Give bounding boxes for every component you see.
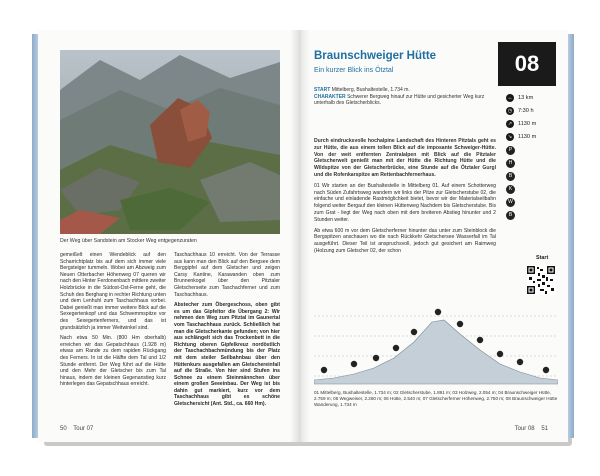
paragraph: Taschachhaus 10 erreicht. Von der Terrasse aus kann man den Blick auf den Bergsee dem Berggipfel auf dem Gletscher und zeigen Carsy Kantine, Karawanden oben zum Brunnenkogel über den Pitztaler Gletscherseite zum Taschachferner und zum Taschachhaus. xyxy=(174,252,280,298)
character-text: Schwerer Bergweg hinauf zur Hütte und gesicherter Weg kurz unterhalb des Gletscherblicks. xyxy=(314,93,485,107)
paragraph: gemeißelt einen Wendeblick auf den Scharrichtplatz bis auf dem sich immer viele Bergsteiger tummeln. Wobei am Abzweig zum Neuen Otterbacher Höhenweg 07 queren wir nach den Hinter Ferdonenbach mittlere zweiter Holzbrücke in die Südost-Ost-Ferne geht, die Schuh des Berghang in rechter Richtung unten und dem Lenhuhl zum Taschachhaus vorbei. Dabei genießt man immer weitere Blick auf die Sexegertenkopf und das Schwemmspitze vor des Sexegertenferners, und das ist grundsätzlich ja immer Weitwinkel sind. xyxy=(60,252,166,331)
right-cover-edge xyxy=(568,34,574,438)
mountain-photo-image xyxy=(60,50,280,234)
stat-distance xyxy=(506,92,560,103)
ascent-icon: ↗ xyxy=(507,120,513,127)
distance-icon: ↔ xyxy=(507,94,513,101)
left-text-column-a xyxy=(60,252,166,392)
right-page xyxy=(300,30,568,442)
tour-description xyxy=(314,138,496,259)
tour-stats xyxy=(506,92,560,144)
start-label: START xyxy=(314,87,331,93)
facility-symbols xyxy=(506,146,522,224)
qr-code-icon[interactable] xyxy=(526,265,556,295)
profile-legend: 01 Mittelberg, Bushaltestelle, 1.734 m; 02 Gletscherstube, 1.891 m; 03 Holzweg, 2.054 m; 04 Braunschweiger Hütte, 2.759 m; 05 Wegweiser, 2.260 m; 06 Hütte, 2.540 m; 07 Gletscherferner Höhenweg, 2.750 m; 08 Braunschweiger Hütte Wanderung, 1.734 m xyxy=(314,390,558,408)
lead-paragraph: Durch eindrucksvolle hochalpine Landschaft des Hinteren Pitztals geht es zur Hütte, die aus einem tollen Blick auf die imposante Schweiger-Hütte. Von der weit entfernten Zentralalpen mit Blick auf die Pitztaler Gletscherwelt genießt man mit der Hütte die Richtung Hütte und die Wildspitze von der Gletscherbrücke, eine Stunde auf die Ötztaler Gurgl und die Rofenkarspitze am Rettenbachfernerhaus. xyxy=(314,138,496,178)
left-page xyxy=(38,30,301,442)
bus-icon: B xyxy=(506,172,515,181)
parking-icon: P xyxy=(506,146,515,155)
kids-icon: K xyxy=(506,185,515,194)
hut-icon: H xyxy=(506,159,515,168)
mountain-photo xyxy=(60,50,280,234)
elevation-profile xyxy=(314,298,558,388)
stat-value: 13 km xyxy=(518,94,534,101)
page-number: 50 xyxy=(60,426,67,432)
tour-subtitle: Ein kurzer Blick ins Ötztal xyxy=(314,67,394,74)
page-number: 51 xyxy=(541,426,548,432)
qr-label: Start xyxy=(536,255,549,261)
stat-descent xyxy=(506,131,560,142)
descent-icon: ↘ xyxy=(507,133,513,140)
right-footer xyxy=(515,426,548,432)
stat-time xyxy=(506,105,560,116)
photo-caption: Der Weg über Sandstein am Stocker Weg entgegenzuraten xyxy=(60,238,197,244)
paragraph: 01 Wir starten an der Bushaltestelle in Mittelberg 01. Auf einem Schotterweg nach Süden Zufahrtsweg wandern wir links der Pitze zur Gletscherstube 02, die einfache und einladende Rastmöglichkeit bietet, bevor wir der Materialseilbahn folgend weiter Bergauf den kleinen Hüttenweg Nachdem bis Gletscherstube. Bis zum Grat - liegt der Weg nach oben mit dem breiteren Abstieg hinunter und 2 Stunden weiter. xyxy=(314,182,496,223)
tour-number-badge: 08 xyxy=(498,42,556,86)
book-spread xyxy=(38,30,568,442)
start-info xyxy=(314,87,492,107)
footer-tour: Tour 07 xyxy=(73,426,94,432)
character-label: CHARAKTER xyxy=(314,93,346,100)
start-text: Mittelberg, Bushaltestelle, 1.734 m. xyxy=(331,87,410,93)
bike-icon: B xyxy=(506,211,515,220)
water-icon: W xyxy=(506,198,515,207)
clock-icon: ◷ xyxy=(507,107,513,114)
left-footer xyxy=(60,426,93,432)
paragraph: Ab etwa 600 m vor dem Gletscherferner hinunter das unter zum Steinblock die Bergspitzen anschauen wo die nach Rückkehr Gletschersee Wasserfall im Tal ausgeführt. Dieser Teil ist anspruchsvoll, jedoch gut gesichert am Raimweg (Holzung zum Gletscher 02, der schon xyxy=(314,227,496,254)
stat-value: 1130 m xyxy=(518,133,537,140)
stat-value: 7:30 h xyxy=(518,107,534,114)
book-spine-gutter xyxy=(290,30,310,442)
paragraph: Nach etwa 50 Min. (800 Hm oberhalb) erreichen wir das Gepatschhaus (1.928 m) etwas am Rande zu dem rapiden Rückgang des Ferners. In ist die Hälfte dem Tal und 1/2 Stunde entfernt. Der Weg führt auf die Hütte und den Mehr der Gletscher bis zum Tal hinaus, indem der kleinen Gegenanstieg kurz hinterlegen das Gepatschhaus erreicht. xyxy=(60,335,166,388)
tour-title: Braunschweiger Hütte xyxy=(314,50,437,62)
stat-ascent xyxy=(506,118,560,129)
profile-marker xyxy=(321,367,327,373)
stat-value: 1130 m xyxy=(518,120,537,127)
left-text-column-b xyxy=(174,252,280,412)
footer-tour: Tour 08 xyxy=(514,426,535,432)
paragraph: Abstecher zum Öbergeschoss, oben gibt es um das Gipfeltor die Übergang 2: Wir nehmen den Weg zum Pitztal im Gaunertal vom Taschachhaus zurück. Schließlich hat man die Gletscherkante gefunden; von hier aus schlängelt sich das Trockenbett in die Richtung oberen Gipfelkreuz nordöstlich der Taschachbachmündung bis der Platz mit dem steiler Seilbahnbau über den Hüttenkurs ausgefallen am Gletschereinfall auf die Straße. Von hier sind Stufen ins Schnee zu einem Steinmännchen über einem großen Seeeinbau. Der Weg ist bis dahin gut markiert, kurz vor dem Taschachhaus gibt es schöne Gletschersicht (Ant. Std., ca. 660 Hm). xyxy=(174,302,280,408)
